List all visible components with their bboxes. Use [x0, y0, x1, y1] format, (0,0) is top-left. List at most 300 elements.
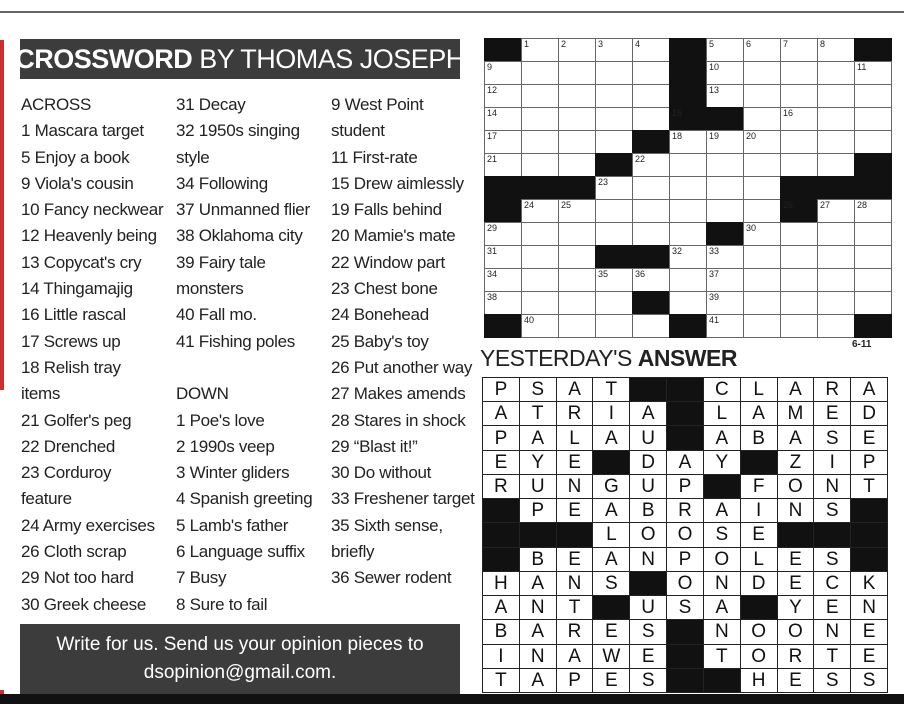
grid-cell: [743, 61, 781, 85]
grid-cell: [706, 176, 744, 200]
answer-cell: N: [813, 474, 851, 499]
clue-line: 40 Fall mo.: [176, 305, 257, 325]
grid-block: [484, 199, 522, 223]
answer-cell: C: [703, 377, 741, 402]
cell-number: 12: [487, 85, 498, 95]
top-rule: [0, 11, 904, 13]
clue-line: 27 Makes amends: [331, 384, 466, 404]
answer-cell: H: [740, 668, 778, 693]
answer-cell: Z: [777, 450, 815, 475]
answer-cell: E: [482, 450, 520, 475]
answer-cell: O: [666, 571, 704, 596]
clue-line: 26 Cloth scrap: [21, 542, 127, 562]
answer-cell: O: [740, 644, 778, 669]
clue-line: 29 Not too hard: [21, 568, 134, 588]
clue-line: 17 Screws up: [21, 331, 121, 351]
answer-cell: A: [666, 450, 704, 475]
grid-cell: [521, 107, 559, 131]
grid-block: [669, 61, 707, 85]
grid-block: [669, 107, 707, 131]
grid-cell: [558, 38, 596, 62]
clue-line: 2 1990s veep: [176, 436, 275, 456]
cell-number: 16: [783, 108, 794, 118]
answer-cell: L: [556, 425, 594, 450]
answer-block: [850, 498, 888, 523]
cell-number: 14: [487, 108, 498, 118]
answer-cell: A: [592, 547, 630, 572]
grid-cell: [706, 38, 744, 62]
crossword-header: [15, 39, 465, 79]
clue-line: 24 Army exercises: [21, 515, 155, 535]
answer-cell: A: [556, 644, 594, 669]
answer-cell: C: [813, 571, 851, 596]
accent-bar: [0, 40, 4, 390]
clue-line: monsters: [176, 279, 244, 299]
grid-cell: [817, 314, 855, 338]
grid-cell: [595, 84, 633, 108]
grid-cell: [669, 222, 707, 246]
cell-number: 17: [487, 131, 498, 141]
yesterday-answer-heading: [480, 345, 737, 372]
answer-cell: N: [629, 547, 667, 572]
answer-cell: A: [703, 425, 741, 450]
clue-line: 37 Unmanned flier: [176, 200, 310, 220]
cell-number: 8: [820, 39, 826, 49]
answer-cell: A: [592, 498, 630, 523]
answer-block: [740, 595, 778, 620]
answer-cell: S: [666, 595, 704, 620]
answer-block: [850, 547, 888, 572]
grid-block: [669, 314, 707, 338]
answer-cell: R: [556, 619, 594, 644]
answer-block: [592, 595, 630, 620]
answer-block: [482, 498, 520, 523]
callout-line-1: Write for us. Send us your opinion pieces to: [56, 634, 424, 655]
answer-block: [629, 571, 667, 596]
answer-cell: P: [850, 450, 888, 475]
answer-cell: A: [482, 401, 520, 426]
clue-line: DOWN: [176, 384, 229, 404]
answer-cell: E: [850, 425, 888, 450]
cell-number: 35: [598, 269, 609, 279]
grid-cell: [595, 130, 633, 154]
cell-number: 27: [820, 200, 831, 210]
clue-line: 6 Language suffix: [176, 542, 305, 562]
grid-block: [632, 130, 670, 154]
answer-cell: T: [813, 644, 851, 669]
grid-cell: [669, 245, 707, 269]
answer-cell: E: [777, 571, 815, 596]
clue-line: feature: [21, 489, 72, 509]
clue-line: student: [331, 121, 385, 141]
answer-cell: T: [482, 668, 520, 693]
cell-number: 41: [709, 315, 720, 325]
clue-line: style: [176, 147, 210, 167]
grid-cell: [595, 38, 633, 62]
answer-block: [666, 668, 704, 693]
cell-number: 2: [561, 39, 567, 49]
grid-cell: [595, 61, 633, 85]
grid-cell: [780, 245, 818, 269]
cell-number: 38: [487, 292, 498, 302]
answer-cell: E: [777, 547, 815, 572]
answer-cell: A: [519, 668, 557, 693]
grid-cell: [743, 84, 781, 108]
grid-cell: [743, 199, 781, 223]
grid-cell: [595, 268, 633, 292]
grid-cell: [854, 130, 892, 154]
clue-line: 5 Enjoy a book: [21, 147, 130, 167]
answer-cell: A: [482, 595, 520, 620]
grid-cell: [595, 107, 633, 131]
clue-line: 23 Chest bone: [331, 279, 438, 299]
grid-cell: [484, 130, 522, 154]
grid-cell: [558, 199, 596, 223]
clue-line: 16 Little rascal: [21, 305, 126, 325]
grid-cell: [521, 153, 559, 177]
grid-cell: [558, 130, 596, 154]
clue-line: 29 “Blast it!”: [331, 436, 418, 456]
clue-line: 11 First-rate: [331, 147, 418, 167]
grid-block: [817, 176, 855, 200]
grid-block: [595, 245, 633, 269]
clue-line: 3 Winter gliders: [176, 463, 290, 483]
clue-line: [176, 355, 312, 381]
clue-line: 10 Fancy neckwear: [21, 200, 164, 220]
cell-number: 33: [709, 246, 720, 256]
cell-number: 4: [635, 39, 641, 49]
cell-number: 39: [709, 292, 720, 302]
grid-cell: [817, 245, 855, 269]
answer-cell: S: [629, 668, 667, 693]
grid-block: [632, 245, 670, 269]
grid-block: [854, 176, 892, 200]
answer-cell: E: [813, 401, 851, 426]
clues-column-2: [176, 92, 312, 618]
cell-number: 18: [672, 131, 683, 141]
grid-cell: [706, 61, 744, 85]
answer-cell: Y: [519, 450, 557, 475]
clue-line: 35 Sixth sense,: [331, 515, 443, 535]
grid-cell: [743, 153, 781, 177]
answer-cell: U: [629, 425, 667, 450]
answer-cell: O: [666, 522, 704, 547]
cell-number: 15: [672, 108, 683, 118]
clue-line: 9 Viola's cousin: [21, 173, 134, 193]
grid-cell: [521, 314, 559, 338]
grid-cell: [521, 268, 559, 292]
answer-cell: P: [556, 668, 594, 693]
grid-cell: [780, 153, 818, 177]
grid-cell: [780, 222, 818, 246]
grid-cell: [817, 84, 855, 108]
clue-line: 33 Freshener target: [331, 489, 475, 509]
answer-cell: B: [740, 425, 778, 450]
clue-line: 39 Fairy tale: [176, 252, 266, 272]
grid-block: [706, 222, 744, 246]
clue-line: 7 Busy: [176, 568, 227, 588]
clues-column-1: [21, 92, 163, 618]
answer-cell: S: [592, 571, 630, 596]
answer-cell: O: [703, 547, 741, 572]
answer-block: [666, 401, 704, 426]
answer-cell: A: [777, 425, 815, 450]
answer-cell: H: [482, 571, 520, 596]
answer-block: [592, 450, 630, 475]
grid-cell: [780, 130, 818, 154]
grid-cell: [484, 291, 522, 315]
grid-block: [854, 38, 892, 62]
answer-block: [740, 450, 778, 475]
answer-block: [556, 522, 594, 547]
grid-cell: [743, 130, 781, 154]
answer-cell: N: [556, 474, 594, 499]
answer-cell: B: [519, 547, 557, 572]
grid-cell: [521, 38, 559, 62]
answer-cell: I: [592, 401, 630, 426]
puzzle-date: 6-11: [852, 339, 872, 350]
grid-cell: [780, 61, 818, 85]
clue-line: 8 Sure to fail: [176, 594, 268, 614]
grid-cell: [521, 222, 559, 246]
answer-cell: R: [666, 498, 704, 523]
grid-cell: [595, 199, 633, 223]
grid-cell: [743, 107, 781, 131]
answer-cell: E: [556, 450, 594, 475]
answer-cell: E: [592, 668, 630, 693]
answer-cell: E: [850, 644, 888, 669]
grid-cell: [706, 84, 744, 108]
answer-block: [703, 474, 741, 499]
grid-cell: [484, 153, 522, 177]
grid-cell: [484, 268, 522, 292]
cell-number: 32: [672, 246, 683, 256]
answer-cell: E: [850, 619, 888, 644]
clue-line: 22 Drenched: [21, 436, 116, 456]
grid-cell: [669, 291, 707, 315]
answer-block: [629, 377, 667, 402]
clue-line: 30 Greek cheese: [21, 594, 146, 614]
grid-cell: [780, 268, 818, 292]
grid-cell: [706, 314, 744, 338]
grid-block: [484, 314, 522, 338]
grid-cell: [854, 61, 892, 85]
answer-cell: F: [740, 474, 778, 499]
answer-cell: B: [482, 619, 520, 644]
cell-number: 24: [524, 200, 535, 210]
answer-cell: D: [850, 401, 888, 426]
grid-block: [669, 38, 707, 62]
grid-cell: [632, 153, 670, 177]
grid-block: [595, 153, 633, 177]
clue-line: items: [21, 384, 61, 404]
grid-block: [669, 84, 707, 108]
grid-cell: [669, 176, 707, 200]
answer-cell: S: [519, 377, 557, 402]
cell-number: 40: [524, 315, 535, 325]
grid-block: [521, 176, 559, 200]
grid-cell: [706, 245, 744, 269]
cell-number: 7: [783, 39, 789, 49]
grid-cell: [558, 61, 596, 85]
answer-cell: D: [740, 571, 778, 596]
answer-cell: S: [813, 425, 851, 450]
grid-cell: [558, 153, 596, 177]
answer-cell: Y: [777, 595, 815, 620]
clue-line: 23 Corduroy: [21, 463, 112, 483]
answer-block: [666, 425, 704, 450]
answer-cell: I: [813, 450, 851, 475]
grid-cell: [854, 84, 892, 108]
answer-cell: E: [556, 547, 594, 572]
grid-cell: [521, 291, 559, 315]
grid-block: [854, 153, 892, 177]
answer-cell: A: [519, 619, 557, 644]
answer-cell: N: [519, 595, 557, 620]
grid-cell: [854, 291, 892, 315]
grid-cell: [484, 222, 522, 246]
cell-number: 30: [746, 223, 757, 233]
cell-number: 19: [709, 131, 720, 141]
grid-cell: [595, 222, 633, 246]
answer-cell: E: [556, 498, 594, 523]
grid-cell: [521, 130, 559, 154]
yesterday-label: YESTERDAY'S: [480, 345, 632, 371]
answer-cell: P: [666, 547, 704, 572]
cell-number: 36: [635, 269, 646, 279]
grid-cell: [706, 130, 744, 154]
crossword-grid: [484, 38, 891, 337]
grid-cell: [780, 38, 818, 62]
grid-cell: [484, 245, 522, 269]
opinion-callout: [20, 624, 460, 694]
answer-cell: S: [850, 668, 888, 693]
cell-number: 22: [635, 154, 646, 164]
answer-cell: A: [777, 377, 815, 402]
grid-cell: [706, 291, 744, 315]
answer-cell: T: [703, 644, 741, 669]
answer-cell: A: [703, 498, 741, 523]
grid-cell: [558, 222, 596, 246]
clue-line: 20 Mamie's mate: [331, 226, 456, 246]
grid-cell: [558, 107, 596, 131]
grid-cell: [484, 107, 522, 131]
answer-cell: A: [740, 401, 778, 426]
clue-line: 25 Baby's toy: [331, 331, 429, 351]
grid-block: [780, 176, 818, 200]
clue-line: 1 Mascara target: [21, 121, 144, 141]
grid-block: [484, 176, 522, 200]
answer-cell: S: [813, 547, 851, 572]
grid-block: [854, 314, 892, 338]
grid-cell: [817, 268, 855, 292]
grid-block: [558, 176, 596, 200]
answer-block: [666, 619, 704, 644]
answer-cell: R: [777, 644, 815, 669]
answer-cell: P: [666, 474, 704, 499]
grid-cell: [817, 199, 855, 223]
grid-cell: [780, 314, 818, 338]
cell-number: 34: [487, 269, 498, 279]
answer-cell: P: [482, 377, 520, 402]
answer-cell: P: [482, 425, 520, 450]
answer-cell: N: [703, 571, 741, 596]
cell-number: 28: [857, 200, 868, 210]
answer-cell: I: [482, 644, 520, 669]
answer-block: [703, 668, 741, 693]
answer-cell: S: [703, 522, 741, 547]
answer-block: [482, 522, 520, 547]
grid-cell: [558, 268, 596, 292]
grid-cell: [743, 245, 781, 269]
answer-block: [482, 547, 520, 572]
answer-cell: U: [519, 474, 557, 499]
grid-cell: [854, 199, 892, 223]
clue-line: 1 Poe's love: [176, 410, 265, 430]
grid-cell: [706, 153, 744, 177]
cell-number: 20: [746, 131, 757, 141]
grid-cell: [632, 84, 670, 108]
answer-block: [666, 644, 704, 669]
clue-line: 14 Thingamajig: [21, 279, 133, 299]
answer-cell: L: [740, 377, 778, 402]
answer-cell: A: [519, 425, 557, 450]
answer-block: [666, 377, 704, 402]
grid-cell: [669, 153, 707, 177]
clue-line: 13 Copycat's cry: [21, 252, 142, 272]
grid-cell: [595, 176, 633, 200]
clue-line: 21 Golfer's peg: [21, 410, 132, 430]
answer-cell: A: [519, 571, 557, 596]
cell-number: 3: [598, 39, 604, 49]
answer-cell: N: [703, 619, 741, 644]
grid-cell: [817, 61, 855, 85]
clue-line: 18 Relish tray: [21, 357, 121, 377]
clue-line: 22 Window part: [331, 252, 445, 272]
grid-cell: [595, 314, 633, 338]
grid-cell: [669, 130, 707, 154]
clue-line: 9 West Point: [331, 95, 424, 114]
answer-cell: L: [592, 522, 630, 547]
answer-cell: N: [850, 595, 888, 620]
answer-cell: T: [556, 595, 594, 620]
cell-number: 1: [524, 39, 530, 49]
grid-cell: [706, 199, 744, 223]
answer-cell: G: [592, 474, 630, 499]
cell-number: 37: [709, 269, 720, 279]
answer-cell: S: [629, 619, 667, 644]
answer-cell: A: [703, 595, 741, 620]
clue-line: 41 Fishing poles: [176, 331, 295, 351]
clue-line: 15 Drew aimlessly: [331, 173, 464, 193]
cell-number: 11: [857, 62, 867, 72]
grid-cell: [854, 107, 892, 131]
clue-line: briefly: [331, 542, 375, 562]
grid-cell: [817, 153, 855, 177]
clue-line: ACROSS: [21, 95, 91, 114]
answer-cell: B: [629, 498, 667, 523]
answer-cell: O: [777, 474, 815, 499]
cell-number: 26: [783, 200, 794, 210]
answer-cell: O: [777, 619, 815, 644]
clue-line: 34 Following: [176, 173, 268, 193]
answer-cell: M: [777, 401, 815, 426]
answer-cell: P: [519, 498, 557, 523]
grid-cell: [521, 84, 559, 108]
grid-cell: [854, 245, 892, 269]
answer-cell: N: [777, 498, 815, 523]
cell-number: 23: [598, 177, 609, 187]
